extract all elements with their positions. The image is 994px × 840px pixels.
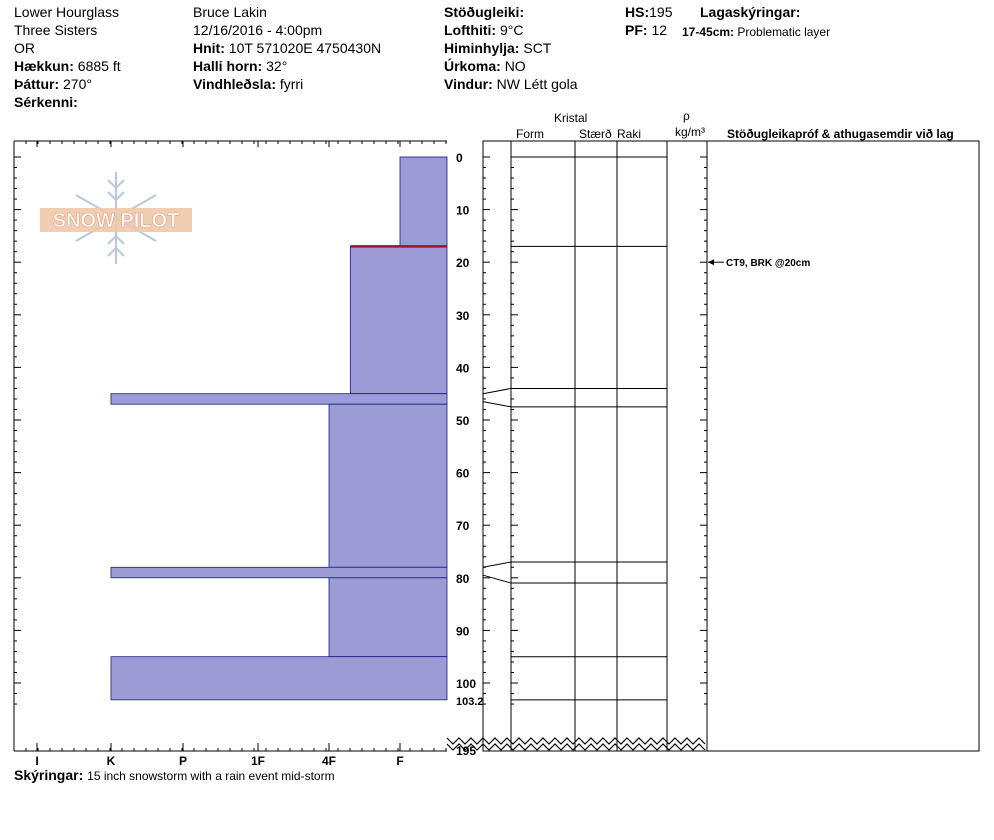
scale-break-zigzag xyxy=(447,738,705,744)
test-result-0: CT9, BRK @20cm xyxy=(726,258,811,270)
layer-table xyxy=(447,141,979,751)
depth-label-100: 100 xyxy=(456,677,477,691)
moisture-header: Raki xyxy=(617,127,642,141)
wind-label: Vindur: xyxy=(444,76,493,92)
boundary-connector-3 xyxy=(483,575,511,583)
coords-value: 10T 571020E 4750430N xyxy=(228,40,382,56)
coords-label: Hnit: xyxy=(193,40,225,56)
hardness-label-F: F xyxy=(396,754,404,768)
hardness-label-P: P xyxy=(178,754,188,768)
depth-label-90: 90 xyxy=(456,624,470,639)
aspect-value: 270° xyxy=(63,76,92,92)
elevation-value: 6885 ft xyxy=(77,58,121,74)
depth-label-40: 40 xyxy=(456,361,470,376)
aspect-label: Þáttur: xyxy=(14,76,60,92)
precip-label: Úrkoma: xyxy=(444,58,501,74)
depth-label-break: 195 xyxy=(456,744,477,758)
slope-label: Halli horn: xyxy=(193,58,263,74)
depth-label-60: 60 xyxy=(456,466,470,481)
sky-value: SCT xyxy=(523,40,552,56)
elevation-label: Hækkun: xyxy=(14,58,74,74)
location-name: Lower Hourglass xyxy=(14,4,120,20)
layer-note-text: Problematic layer xyxy=(737,25,831,39)
air-temp-value: 9°C xyxy=(499,22,524,38)
layer-bar-1 xyxy=(350,246,447,393)
size-header: Stærð xyxy=(579,127,612,141)
comments-row xyxy=(14,767,335,784)
pf-value: 12 xyxy=(651,22,668,38)
boundary-connector-1 xyxy=(483,402,511,407)
hardness-label-4F: 4F xyxy=(321,754,337,768)
crystal-header: Kristal xyxy=(554,111,588,125)
depth-label-0: 0 xyxy=(456,151,463,165)
layer-bar-2 xyxy=(111,394,447,405)
layer-bar-5 xyxy=(329,578,447,657)
layer-notes-label: Lagaskýringar: xyxy=(700,4,801,20)
layer-bar-3 xyxy=(329,404,447,567)
state-name: OR xyxy=(14,40,35,56)
wind-value: NW Létt gola xyxy=(496,76,578,92)
observer-name: Bruce Lakin xyxy=(193,4,267,20)
air-temp-label: Lofthiti: xyxy=(444,22,497,38)
density-unit-header: kg/m³ xyxy=(675,125,705,139)
depth-label-bottom: 103.2 xyxy=(456,695,484,708)
layer-bar-4 xyxy=(111,567,447,578)
tests-header: Stöðugleikapróf & athugasemdir við lag xyxy=(727,127,954,141)
depth-label-50: 50 xyxy=(456,414,470,428)
scale-break-zigzag-2 xyxy=(447,744,705,750)
datetime: 12/16/2016 - 4:00pm xyxy=(193,22,323,38)
sky-label: Himinhylja: xyxy=(444,40,520,56)
depth-label-30: 30 xyxy=(456,308,470,323)
precip-value: NO xyxy=(504,58,526,74)
slope-value: 32° xyxy=(266,58,288,74)
pf-label: PF: xyxy=(625,22,648,38)
layer-bar-6 xyxy=(111,657,447,700)
hardness-label-1F: 1F xyxy=(250,754,266,768)
logo-text: SNOW PILOT xyxy=(52,210,180,232)
test-arrow-0 xyxy=(708,259,714,265)
depth-label-80: 80 xyxy=(456,571,470,586)
layer-note-range: 17-45cm: xyxy=(682,25,735,39)
hardness-label-K: K xyxy=(106,754,116,768)
wind-loading-value: fyrri xyxy=(279,76,304,92)
form-header: Form xyxy=(516,127,544,141)
range-name: Three Sisters xyxy=(14,22,98,38)
features-label: Sérkenni: xyxy=(14,94,78,110)
boundary-connector-2 xyxy=(483,562,511,567)
depth-label-70: 70 xyxy=(456,519,470,534)
layer-bar-0 xyxy=(400,157,447,246)
hs-value: 195 xyxy=(649,4,673,20)
hardness-label-I: I xyxy=(35,754,39,768)
comments-text: 15 inch snowstorm with a rain event mid-storm xyxy=(87,769,335,783)
depth-label-20: 20 xyxy=(456,256,470,271)
hs-label: HS: xyxy=(625,4,650,20)
wind-loading-label: Vindhleðsla: xyxy=(193,76,276,92)
depth-label-10: 10 xyxy=(456,203,470,218)
rho-header: ρ xyxy=(683,109,690,123)
stability-label: Stöðugleiki: xyxy=(444,4,525,20)
boundary-connector-0 xyxy=(483,388,511,393)
comments-label: Skýringar: xyxy=(14,767,84,783)
table-frame xyxy=(483,141,979,751)
